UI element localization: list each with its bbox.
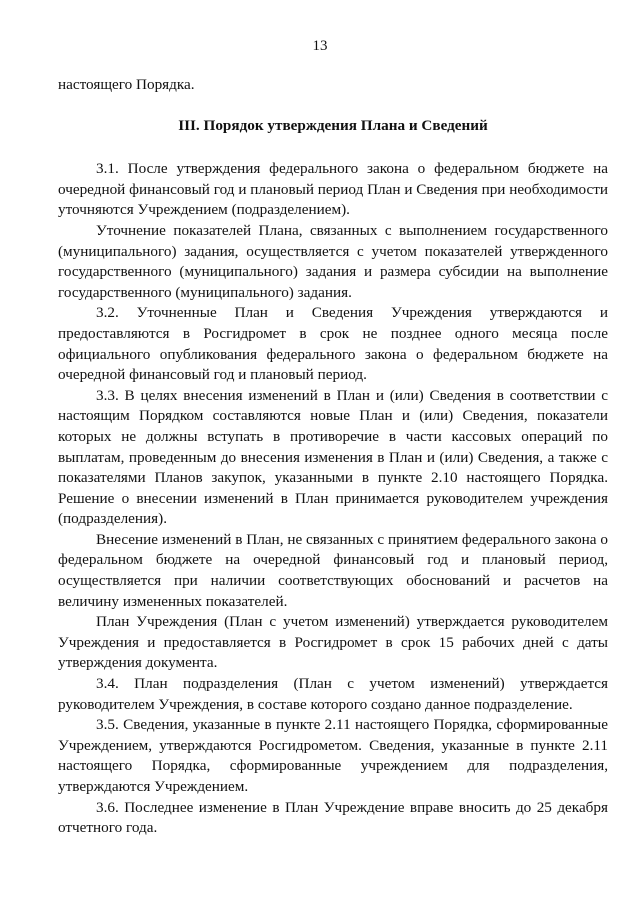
section-heading: III. Порядок утверждения Плана и Сведений <box>178 116 488 134</box>
paragraph-3-5: 3.5. Сведения, указанные в пункте 2.11 настоящего Порядка, сформированные Учреждением, утверждаются Росгидрометом. Сведения, указанные в пункте 2.11 настоящего Порядка, сформированные учреждением для подразделения, утверждаются Учреждением. <box>58 716 608 795</box>
continuation-text: настоящего Порядка. <box>58 76 195 93</box>
paragraph-3-6: 3.6. Последнее изменение в План Учреждение вправе вносить до 25 декабря отчетного года. <box>58 798 608 837</box>
paragraph-3-1-detail: Уточнение показателей Плана, связанных с выполнением государственного (муниципального) задания, осуществляется с учетом показателей утвержденного государственного (муниципального) задания и размера субсидии на выполнение государственного (муниципального) задания. <box>58 221 608 301</box>
paragraph-3-2: 3.2. Уточненные План и Сведения Учреждения утверждаются и предоставляются в Росгидромет в срок не позднее одного месяца после официального опубликования федерального закона о федеральном бюджете на очередной финансовый год и плановый период. <box>58 304 608 384</box>
paragraph-3-4: 3.4. План подразделения (План с учетом изменений) утверждается руководителем Учреждения, в составе которого создано данное подразделение. <box>58 675 608 713</box>
document-body <box>58 75 608 839</box>
paragraph-3-3-changes: Внесение изменений в План, не связанных с принятием федерального закона о федеральном бюджете на очередной финансовый год и плановый период, осуществляется при наличии соответствующих обоснований и расчетов на величину измененных показателей. <box>58 530 608 610</box>
page-number: 13 <box>312 38 328 54</box>
paragraph-3-1: 3.1. После утверждения федерального закона о федеральном бюджете на очередной финансовый год и плановый период План и Сведения при необходимости уточняются Учреждением (подразделением). <box>58 160 608 219</box>
paragraph-3-3: 3.3. В целях внесения изменений в План и (или) Сведения в соответствии с настоящим Порядком составляются новые План и (или) Сведения, показатели которых не должны вступать в противоречие в части кассовых операций по выплатам, проведенным до внесения изменения в План и (или) Сведения, а также с показателями Планов закупок, указанными в пункте 2.10 настоящего Порядка. Решение о внесении изменений в План принимается руководителем учреждения (подразделения). <box>58 386 608 528</box>
paragraph-3-3-approval: План Учреждения (План с учетом изменений) утверждается руководителем Учреждения и предоставляется в Росгидромет в срок 15 рабочих дней с даты утверждения документа. <box>58 613 608 672</box>
